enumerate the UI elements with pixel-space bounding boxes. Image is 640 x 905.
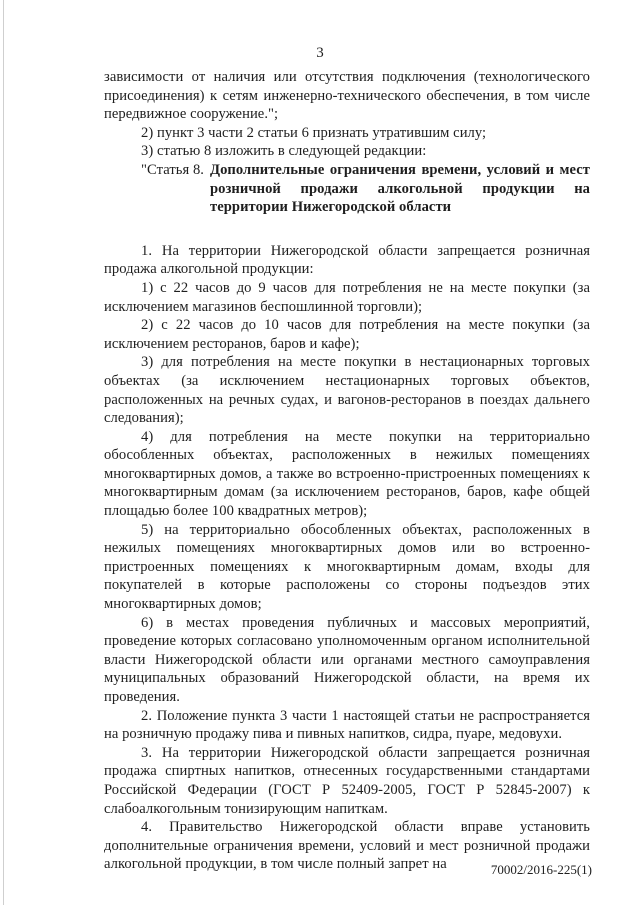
article-paragraph-1: 1. На территории Нижегородской области запрещается розничная продажа алкогольной продукции: — [104, 242, 590, 278]
article-item-2: 2) с 22 часов до 10 часов для потребления на месте покупки (за исключением ресторанов, баров и кафе); — [104, 317, 590, 352]
article-label: "Статья 8. — [141, 161, 204, 178]
paragraph-continuation: зависимости от наличия или отсутствия подключения (технологического присоединения) к сетям инженерно-технического обеспечения, в том числе передвижное сооружение."; — [104, 69, 590, 123]
paragraph-item-2: 2) пункт 3 части 2 статьи 6 признать утратившим силу; — [141, 124, 487, 141]
article-paragraph-2: 2. Положение пункта 3 части 1 настоящей статьи не распространяется на розничную продажу пива и пивных напитков, сидра, пуаре, медовухи. — [104, 707, 590, 743]
article-title: Дополнительные ограничения времени, условий и мест розничной продажи алкогольной продукции на территории Нижегородской области — [210, 161, 590, 216]
article-item-3: 3) для потребления на месте покупки в нестационарных торговых объектах (за исключением нестационарных торговых объектов, расположенных на речных судах, и вагонов-ресторанов в поездах дальнего следования); — [104, 354, 590, 427]
scan-edge-line — [3, 0, 4, 905]
article-item-5: 5) на территориально обособленных объектах, расположенных в нежилых помещениях многоквартирных домов или во встроенно-пристроенных помещениях к многоквартирным домам, входы для покупателей в которые расположены со стороны подъездов этих многоквартирных домов; — [104, 521, 590, 613]
page-number: 3 — [316, 45, 324, 61]
article-paragraph-3: 3. На территории Нижегородской области запрещается розничная продажа спиртных напитков, отнесенных государственными стандартами Российской Федерации (ГОСТ Р 52409-2005, ГОСТ Р 52845-2007) к слабоалкогольным тонизирующим напиткам. — [104, 744, 590, 817]
article-item-1: 1) с 22 часов до 9 часов для потребления не на месте покупки (за исключением магазинов беспошлинной торговли); — [104, 279, 590, 315]
article-item-4: 4) для потребления на месте покупки на территориально обособленных объектах, расположенных в нежилых помещениях многоквартирных домов, а также во встроенно-пристроенных помещениях к многоквартирным домам (за исключением ресторанов, баров, кафе общей площадью более 100 квадратных метров); — [104, 428, 590, 520]
article-heading — [141, 161, 590, 217]
paragraph-item-3: 3) статью 8 изложить в следующей редакции: — [141, 143, 427, 160]
article-paragraph-4: 4. Правительство Нижегородской области вправе установить дополнительные ограничения времени, условий и мест розничной продажи алкогольной продукции, в том числе полный запрет на — [104, 819, 590, 873]
document-code: 70002/2016-225(1) — [490, 862, 592, 877]
article-item-6: 6) в местах проведения публичных и массовых мероприятий, проведение которых согласовано уполномоченным органом исполнительной власти Нижегородской области или органами местного самоуправления муниципальных образований Нижегородской области, на время их проведения. — [104, 614, 590, 705]
document-body — [104, 68, 590, 874]
